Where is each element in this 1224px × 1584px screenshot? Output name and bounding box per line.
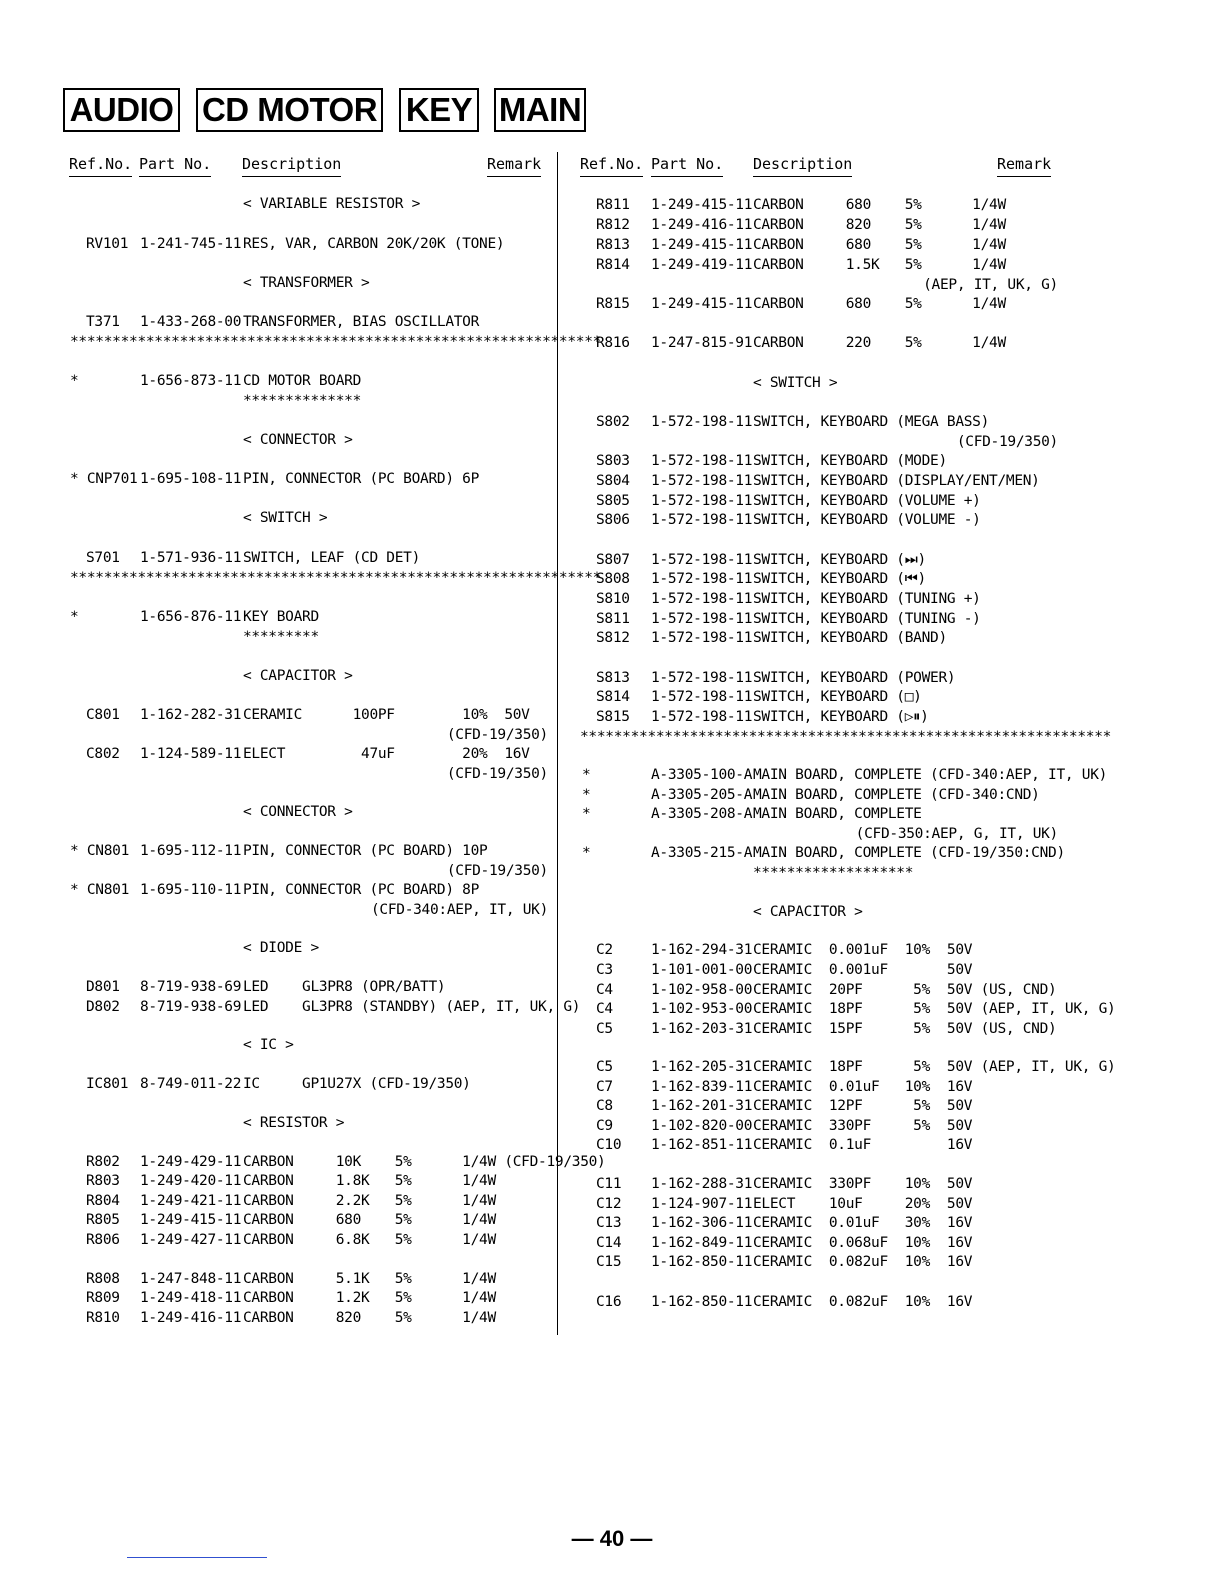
remark-text: (CFD-350:AEP, G, IT, UK) — [855, 826, 1058, 842]
part-no: 1-162-203-31 — [651, 1021, 753, 1037]
ref-no: S808 — [596, 571, 630, 587]
part-no: 1-249-418-11 — [140, 1290, 242, 1306]
part-no: 1-572-198-11 — [651, 414, 753, 430]
description: SWITCH, KEYBOARD (MEGA BASS) — [753, 414, 990, 430]
ref-no: S803 — [596, 453, 630, 469]
description: CARBON 1.2K 5% 1/4W — [243, 1290, 496, 1306]
description: CERAMIC 15PF 5% 50V (US, CND) — [753, 1021, 1057, 1037]
part-no: 1-162-205-31 — [651, 1059, 753, 1075]
description: CERAMIC 100PF 10% 50V — [243, 707, 530, 723]
header-description: Description — [242, 155, 341, 177]
description: CARBON 6.8K 5% 1/4W — [243, 1232, 496, 1248]
part-no: 1-249-427-11 — [140, 1232, 242, 1248]
header-remark: Remark — [487, 155, 541, 177]
description: CARBON 220 5% 1/4W — [753, 335, 1006, 351]
part-no: 1-249-415-11 — [651, 237, 753, 253]
part-no: 1-572-198-11 — [651, 670, 753, 686]
part-no: 8-749-011-22 — [140, 1076, 242, 1092]
description: CARBON 2.2K 5% 1/4W — [243, 1193, 496, 1209]
part-no: 1-695-110-11 — [140, 882, 242, 898]
ref-no: * CN801 — [70, 843, 130, 859]
ref-no: S804 — [596, 473, 630, 489]
ref-no: * — [70, 609, 79, 625]
description: MAIN BOARD, COMPLETE — [753, 806, 922, 822]
ref-no: C10 — [596, 1137, 622, 1153]
part-no: 1-124-589-11 — [140, 746, 242, 762]
ref-no: C11 — [596, 1176, 622, 1192]
description: MAIN BOARD, COMPLETE (CFD-19/350:CND) — [753, 845, 1065, 861]
description: SWITCH, KEYBOARD (⏮) — [753, 571, 926, 587]
ref-no: D801 — [86, 979, 120, 995]
description: MAIN BOARD, COMPLETE (CFD-340:AEP, IT, UK) — [753, 767, 1108, 783]
description: CERAMIC 330PF 10% 50V — [753, 1176, 973, 1192]
description: PIN, CONNECTOR (PC BOARD) 6P — [243, 471, 480, 487]
section-heading-text: < CAPACITOR > — [243, 668, 353, 684]
ref-no: C13 — [596, 1215, 622, 1231]
ref-no: * CNP701 — [70, 471, 138, 487]
description: SWITCH, KEYBOARD (DISPLAY/ENT/MEN) — [753, 473, 1040, 489]
part-no: 1-433-268-00 — [140, 314, 242, 330]
part-no: 1-695-108-11 — [140, 471, 242, 487]
part-no: 1-162-282-31 — [140, 707, 242, 723]
part-no: A-3305-215-A — [651, 845, 753, 861]
part-no: 1-572-198-11 — [651, 473, 753, 489]
ref-no: C4 — [596, 982, 613, 998]
ref-no: S810 — [596, 591, 630, 607]
part-no: A-3305-205-A — [651, 787, 753, 803]
ref-no: R815 — [596, 296, 630, 312]
description: SWITCH, KEYBOARD (TUNING +) — [753, 591, 981, 607]
description: PIN, CONNECTOR (PC BOARD) 10P — [243, 843, 488, 859]
description: RES, VAR, CARBON 20K/20K (TONE) — [243, 236, 505, 252]
part-no: 1-572-198-11 — [651, 512, 753, 528]
ref-no: S814 — [596, 689, 630, 705]
part-no: 1-249-416-11 — [651, 217, 753, 233]
ref-no: IC801 — [86, 1076, 129, 1092]
ref-no: R806 — [86, 1232, 120, 1248]
tab-main: MAIN — [494, 88, 586, 132]
part-no: A-3305-100-A — [651, 767, 753, 783]
header-ref-no: Ref.No. — [580, 155, 643, 177]
ref-no: C9 — [596, 1118, 613, 1134]
section-heading-text: < TRANSFORMER > — [243, 275, 370, 291]
ref-no: S813 — [596, 670, 630, 686]
description: CARBON 1.5K 5% 1/4W — [753, 257, 1006, 273]
part-no: 1-249-415-11 — [651, 197, 753, 213]
header-remark: Remark — [997, 155, 1051, 177]
ref-no: C16 — [596, 1294, 622, 1310]
ref-no: * — [582, 787, 591, 803]
part-no: A-3305-208-A — [651, 806, 753, 822]
ref-no: S805 — [596, 493, 630, 509]
description: CERAMIC 0.001uF 10% 50V — [753, 942, 973, 958]
ref-no: RV101 — [86, 236, 129, 252]
ref-no: S806 — [596, 512, 630, 528]
part-no: 1-656-873-11 — [140, 373, 242, 389]
ref-no: T371 — [86, 314, 120, 330]
part-no: 1-249-415-11 — [651, 296, 753, 312]
ref-no: R810 — [86, 1310, 120, 1326]
description: ELECT 10uF 20% 50V — [753, 1196, 973, 1212]
ref-no: C12 — [596, 1196, 622, 1212]
section-heading-text: < VARIABLE RESISTOR > — [243, 196, 421, 212]
ref-no: * — [582, 767, 591, 783]
section-heading-text: < CONNECTOR > — [243, 432, 353, 448]
ref-no: C5 — [596, 1059, 613, 1075]
part-no: 1-124-907-11 — [651, 1196, 753, 1212]
ref-no: C802 — [86, 746, 120, 762]
part-no: 1-572-198-11 — [651, 552, 753, 568]
description: SWITCH, KEYBOARD (POWER) — [753, 670, 956, 686]
ref-no: R812 — [596, 217, 630, 233]
section-heading-text: < CAPACITOR > — [753, 904, 863, 920]
remark-text: (CFD-340:AEP, IT, UK) — [370, 902, 548, 918]
part-no: 1-162-850-11 — [651, 1294, 753, 1310]
section-heading-text: < IC > — [243, 1037, 294, 1053]
part-no: 1-241-745-11 — [140, 236, 242, 252]
description: CERAMIC 0.01uF 10% 16V — [753, 1079, 973, 1095]
part-no: 1-102-958-00 — [651, 982, 753, 998]
description: SWITCH, KEYBOARD (TUNING -) — [753, 611, 981, 627]
ref-no: C15 — [596, 1254, 622, 1270]
part-no: 1-695-112-11 — [140, 843, 242, 859]
description: CARBON 820 5% 1/4W — [243, 1310, 496, 1326]
description: CERAMIC 0.082uF 10% 16V — [753, 1254, 973, 1270]
description: CERAMIC 12PF 5% 50V — [753, 1098, 973, 1114]
description: CERAMIC 330PF 5% 50V — [753, 1118, 973, 1134]
part-no: 1-572-198-11 — [651, 630, 753, 646]
separator-text: *************************************************************** — [70, 570, 602, 586]
ref-no: R804 — [86, 1193, 120, 1209]
description: CERAMIC 0.001uF 50V — [753, 962, 973, 978]
part-no: 1-162-849-11 — [651, 1235, 753, 1251]
ref-no: R811 — [596, 197, 630, 213]
header-part-no: Part No. — [651, 155, 723, 177]
description: CARBON 680 5% 1/4W — [753, 197, 1006, 213]
description: MAIN BOARD, COMPLETE (CFD-340:CND) — [753, 787, 1040, 803]
separator-text: *************************************************************** — [70, 334, 602, 350]
ref-no: C4 — [596, 1001, 613, 1017]
ref-no: * — [582, 845, 591, 861]
description: IC GP1U27X (CFD-19/350) — [243, 1076, 471, 1092]
part-no: 1-572-198-11 — [651, 591, 753, 607]
ref-no: * — [582, 806, 591, 822]
ref-no: C801 — [86, 707, 120, 723]
part-no: 1-247-848-11 — [140, 1271, 242, 1287]
description: PIN, CONNECTOR (PC BOARD) 8P — [243, 882, 480, 898]
tab-audio: AUDIO — [63, 88, 180, 132]
ref-no: D802 — [86, 999, 120, 1015]
part-no: 1-102-953-00 — [651, 1001, 753, 1017]
part-no: 8-719-938-69 — [140, 999, 242, 1015]
part-no: 1-249-421-11 — [140, 1193, 242, 1209]
header-ref-no: Ref.No. — [69, 155, 132, 177]
description: CARBON 10K 5% 1/4W (CFD-19/350) — [243, 1154, 606, 1170]
ref-no: R809 — [86, 1290, 120, 1306]
section-heading-text: ************** — [243, 393, 362, 409]
section-heading-text: ******************* — [753, 865, 914, 881]
part-no: 1-656-876-11 — [140, 609, 242, 625]
ref-no: C2 — [596, 942, 613, 958]
part-no: 1-162-850-11 — [651, 1254, 753, 1270]
description: SWITCH, KEYBOARD (BAND) — [753, 630, 947, 646]
description: CARBON 1.8K 5% 1/4W — [243, 1173, 496, 1189]
ref-no: S701 — [86, 550, 120, 566]
ref-no: C7 — [596, 1079, 613, 1095]
description: SWITCH, KEYBOARD (VOLUME -) — [753, 512, 981, 528]
section-heading-text: < DIODE > — [243, 940, 319, 956]
part-no: 1-572-198-11 — [651, 453, 753, 469]
separator-text: *************************************************************** — [580, 729, 1112, 745]
description: CARBON 680 5% 1/4W — [753, 237, 1006, 253]
part-no: 1-162-294-31 — [651, 942, 753, 958]
description: CERAMIC 0.068uF 10% 16V — [753, 1235, 973, 1251]
part-no: 8-719-938-69 — [140, 979, 242, 995]
ref-no: * — [70, 373, 79, 389]
ref-no: R808 — [86, 1271, 120, 1287]
ref-no: R813 — [596, 237, 630, 253]
ref-no: R805 — [86, 1212, 120, 1228]
section-heading-text: < RESISTOR > — [243, 1115, 345, 1131]
part-no: 1-249-416-11 — [140, 1310, 242, 1326]
part-no: 1-162-851-11 — [651, 1137, 753, 1153]
ref-no: S802 — [596, 414, 630, 430]
remark-text: (CFD-19/350) — [446, 766, 548, 782]
part-no: 1-249-420-11 — [140, 1173, 242, 1189]
part-no: 1-249-415-11 — [140, 1212, 242, 1228]
description: CD MOTOR BOARD — [243, 373, 362, 389]
description: SWITCH, LEAF (CD DET) — [243, 550, 421, 566]
description: CERAMIC 20PF 5% 50V (US, CND) — [753, 982, 1057, 998]
part-no: 1-162-839-11 — [651, 1079, 753, 1095]
ref-no: R803 — [86, 1173, 120, 1189]
description: SWITCH, KEYBOARD (□) — [753, 689, 922, 705]
description: TRANSFORMER, BIAS OSCILLATOR — [243, 314, 480, 330]
section-heading-text: < CONNECTOR > — [243, 804, 353, 820]
header-part-no: Part No. — [139, 155, 211, 177]
description: CERAMIC 18PF 5% 50V (AEP, IT, UK, G) — [753, 1001, 1116, 1017]
ref-no: R814 — [596, 257, 630, 273]
remark-text: (CFD-19/350) — [446, 863, 548, 879]
description: CERAMIC 18PF 5% 50V (AEP, IT, UK, G) — [753, 1059, 1116, 1075]
ref-no: R802 — [86, 1154, 120, 1170]
part-no: 1-162-306-11 — [651, 1215, 753, 1231]
part-no: 1-572-198-11 — [651, 571, 753, 587]
ref-no: S811 — [596, 611, 630, 627]
description: LED GL3PR8 (OPR/BATT) — [243, 979, 446, 995]
part-no: 1-249-429-11 — [140, 1154, 242, 1170]
description: CARBON 820 5% 1/4W — [753, 217, 1006, 233]
description: ELECT 47uF 20% 16V — [243, 746, 530, 762]
ref-no: * CN801 — [70, 882, 130, 898]
remark-text: (CFD-19/350) — [446, 727, 548, 743]
ref-no: C8 — [596, 1098, 613, 1114]
part-no: 1-162-201-31 — [651, 1098, 753, 1114]
part-no: 1-572-198-11 — [651, 611, 753, 627]
ref-no: S812 — [596, 630, 630, 646]
remark-text: (CFD-19/350) — [956, 434, 1058, 450]
ref-no: C3 — [596, 962, 613, 978]
section-heading-text: < SWITCH > — [753, 375, 838, 391]
description: CARBON 680 5% 1/4W — [753, 296, 1006, 312]
ref-no: R816 — [596, 335, 630, 351]
description: CERAMIC 0.082uF 10% 16V — [753, 1294, 973, 1310]
ref-no: S807 — [596, 552, 630, 568]
part-no: 1-249-419-11 — [651, 257, 753, 273]
part-no: 1-102-820-00 — [651, 1118, 753, 1134]
description: CARBON 5.1K 5% 1/4W — [243, 1271, 496, 1287]
description: SWITCH, KEYBOARD (⏭) — [753, 552, 926, 568]
section-heading-text: < SWITCH > — [243, 510, 328, 526]
description: SWITCH, KEYBOARD (VOLUME +) — [753, 493, 981, 509]
description: LED GL3PR8 (STANDBY) (AEP, IT, UK, G) — [243, 999, 581, 1015]
ref-no: C14 — [596, 1235, 622, 1251]
part-no: 1-162-288-31 — [651, 1176, 753, 1192]
footer-line — [127, 1557, 267, 1558]
section-heading-text: ********* — [243, 629, 319, 645]
ref-no: C5 — [596, 1021, 613, 1037]
ref-no: S815 — [596, 709, 630, 725]
part-no: 1-101-001-00 — [651, 962, 753, 978]
part-no: 1-572-198-11 — [651, 493, 753, 509]
description: SWITCH, KEYBOARD (▷⏸) — [753, 709, 929, 725]
part-no: 1-572-198-11 — [651, 689, 753, 705]
tab-key: KEY — [399, 88, 479, 132]
part-no: 1-247-815-91 — [651, 335, 753, 351]
description: CERAMIC 0.1uF 16V — [753, 1137, 973, 1153]
description: CERAMIC 0.01uF 30% 16V — [753, 1215, 973, 1231]
part-no: 1-571-936-11 — [140, 550, 242, 566]
page-number: — 40 — — [571, 1526, 653, 1551]
description: KEY BOARD — [243, 609, 319, 625]
description: SWITCH, KEYBOARD (MODE) — [753, 453, 947, 469]
part-no: 1-572-198-11 — [651, 709, 753, 725]
tab-cd-motor: CD MOTOR — [196, 88, 383, 132]
description: CARBON 680 5% 1/4W — [243, 1212, 496, 1228]
remark-text: (AEP, IT, UK, G) — [923, 277, 1058, 293]
header-description: Description — [753, 155, 852, 177]
